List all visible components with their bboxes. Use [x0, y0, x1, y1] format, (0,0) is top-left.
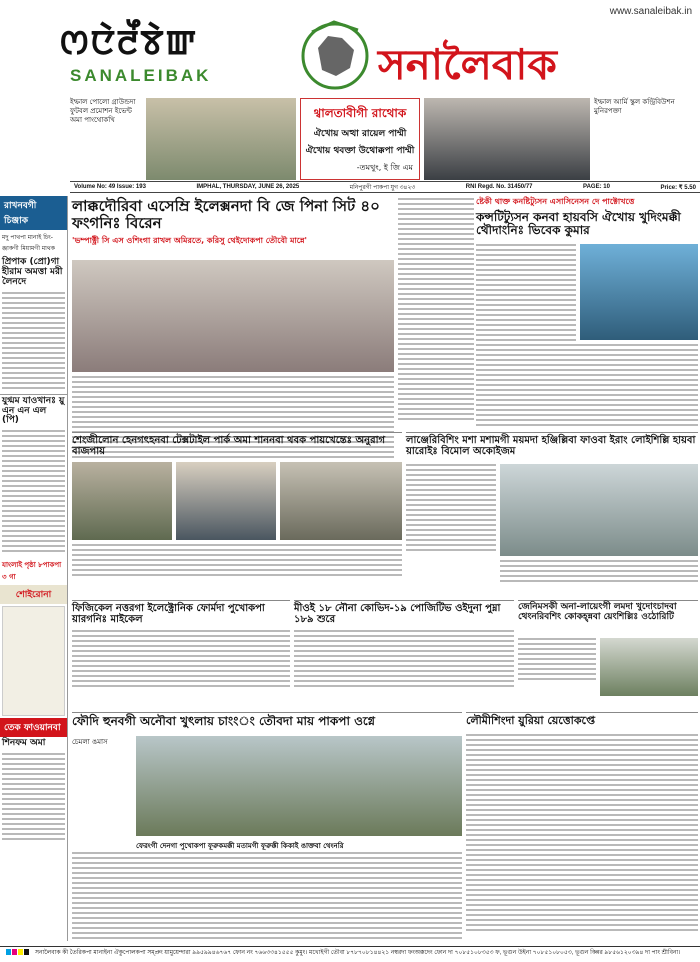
left-section1-sub: মদু পাথপা মানাই চিং-ঞ্জাকগী মিয়ামগী মাথক [2, 234, 55, 252]
textile-body [72, 544, 402, 579]
right-top-body-2 [476, 344, 698, 429]
bottom-body-2 [466, 734, 698, 934]
left-story2-head: যুগ্মম যাওখানঃ য়ু এন এন এল (পি) [0, 394, 67, 429]
left-story2-continued: যাংলাই পৃষ্ঠা ৮পাকপা ৩ গা [2, 561, 62, 582]
covid-headline: মীওই ১৮ নৌনা কোভিদ-১৯ পোজিটিভ ওইদুনা পুম্না ১৮৯ শুরে [294, 603, 501, 625]
cartoon-illustration [2, 606, 65, 716]
site-url[interactable]: www.sanaleibak.in [609, 6, 692, 17]
dateline-bar [70, 181, 700, 193]
top-left-photo [146, 98, 296, 180]
textile-photo-1 [72, 462, 172, 540]
rni-reg: RNI Regd. No. 31450/77 [465, 184, 533, 190]
masthead-logo-english: SANALEIBAK [70, 66, 212, 85]
left-story1-body [0, 290, 67, 394]
top-left-promo [70, 98, 142, 180]
top-center-title: থ্বালতাবীগী রাথোক [313, 106, 407, 120]
health-body [406, 464, 496, 554]
top-right-promo [594, 98, 698, 180]
main-headline: লাক্কদৌরিবা এসেম্রি ইলেক্সনদা বি জে পিনা সিট ৪০ ফংগনিঃ বিরেন [72, 197, 380, 232]
footer-bar [0, 946, 700, 957]
middle-column-text [398, 198, 474, 423]
price: Price: ₹ 5.50 [660, 184, 696, 191]
left-section3-body [0, 751, 67, 845]
census-headline: জেনিমসকী অনা-লায়েংগী লমদা খুদোংচাদবা থেংনরিবশিং কোকহ্ন্নবা য়েংশিল্লিঃ ওঠোরিটি [518, 602, 677, 622]
footer-text: সনালৈবাক কী তৈরিকপা মানাইনা ঐকুপোলকপা সম্প্রুং য়ামুয়েন্দারা ৯৯৫৯৯৪৬৭৬৭ ফোন নং ৭৬৬৩৩৪১৫৫৫ কুমুং। মখোইগী তৌবা ৮৭৮৭০৮১৪৪২১ নম্বরদা ফংঅক্কদেং ফোন দা ৭০৮৫১০৮৩৫৩ ফ, ভূগুন উইনা ৭০৮৫১০৮০৫৩, ভূগুন কিন্নর ৯৮৫৬১২০৩৯৪ দা পাং শ্রীবিনা। [35, 949, 681, 956]
paddy-field-photo [136, 736, 462, 836]
bottom-body-1 [72, 852, 462, 942]
bottom-headline-1: ফৌদি হুনবগী অনৌবা খুৎলায় চাংংং তৌবদা মায় পাকপা ওগ্নে [72, 714, 375, 728]
census-story [518, 600, 698, 623]
main-subhead: 'ভম্পাক্ট্রী সি এস ওশিংগা রাখল অমিরতে, করিসু থেইদোকপা তৌবৌ মান্নে' [72, 236, 308, 245]
right-top-photo [580, 244, 698, 340]
manipur-map-emblem [298, 18, 372, 90]
bottom-headline-2: লৌমীশিংদা য়ুরিয়া য়েত্তোকপ্তে [466, 714, 596, 727]
top-center-box [300, 98, 420, 180]
top-right-promo-text: ইম্ফাল আর্মি স্কুল কন্ট্রিবিউশন মুনিরপক্তা [594, 98, 675, 116]
page-count: PAGE: 10 [583, 184, 610, 190]
health-story [406, 432, 698, 457]
textile-photo-3 [280, 462, 402, 540]
right-top-kicker: ষ্টেকী থাক্ত কনষ্টিট্যুসন এসাসিনেসন দে পাক্টোখত্তে [476, 197, 635, 206]
census-body [518, 638, 596, 683]
textile-photo-2 [176, 462, 276, 540]
top-center-line2: ঐখোয় থবক্তা উথোক্কপা পাম্মী [305, 146, 415, 157]
left-story1-head: প্রিপাক (প্রো)গা হীরাম অমত্তা মরী লৈনদে [2, 257, 63, 287]
top-right-photo [424, 98, 590, 180]
left-section3-title: তেক ফাওয়ানবা [0, 718, 67, 737]
covid-story [294, 600, 514, 625]
left-section1-title: রাখনবগী চিঞ্জাক [0, 196, 67, 230]
right-top-headline: কন্সটিট্যুসন কনবা হায়বসি ঐখোয় খুদিংমক্কী থৌদাংনিঃ ভিবেক কুমার [476, 210, 681, 238]
top-left-promo-text: ইম্ফাল পোলো গ্রাউন্ডদা ফুটবল প্রমোশন ইভেন্ট অমা পাংথোকখি [70, 98, 136, 125]
volume-issue: Volume No: 49 Issue: 193 [74, 184, 146, 190]
masthead-logo-meitei: ꯁꯅꯥꯂꯩꯕꯥꯛ [60, 23, 198, 63]
health-photo [500, 464, 698, 556]
meitei-calendar: মনিপুরগী পাকপা যুগ ৩৪২৩ [349, 184, 416, 191]
health-body-2 [500, 560, 698, 585]
physical-headline: ফিজিকেল নত্তরগা ইলেক্ট্রোনিক ফোর্মদা পুখোকপা য়ারগনিঃ মাইকেল [72, 603, 265, 625]
bottom-story-2 [466, 712, 698, 727]
left-column [0, 196, 68, 941]
textile-story [72, 432, 402, 457]
left-cartoon-title: শোইরোনা [0, 585, 67, 604]
masthead-logo-bengali: সনালৈবাক [378, 40, 557, 89]
bottom-story-1 [72, 712, 462, 728]
main-story [72, 198, 394, 248]
top-center-line1: ঐখোয় অত্থা রায়েল পাম্মী [313, 129, 407, 140]
textile-headline: শেংজীলোন হেনগৎহনবা টেক্সটাইল পার্ক অমা শাননবা থবক পায়খেন্তেঃ অনুরাগ বাজপায় [72, 435, 386, 457]
physical-story [72, 600, 290, 625]
health-headline: লাঞ্জেরিবিশিং মশা মশামগী ময়মদা হঞ্জিল্লিবা ফাওবা ইরাং লোইশিল্লি হায়বা য়ারোইঃ বিমোল অকোইজম [406, 435, 696, 457]
dateline: IMPHAL, THURSDAY, JUNE 26, 2025 [196, 184, 300, 190]
left-story2-body [0, 428, 67, 557]
census-photo [600, 638, 698, 696]
covid-body [294, 630, 514, 690]
bottom-subhead: ফেরংগী দেনগা পুখোকপা ফূরুকমক্কী মতামগী ফূরুক্কী কিকাই ঙাক্তবা থেংনরি [136, 842, 344, 850]
right-top-body [476, 244, 576, 344]
reporter-credit: চেমলা ঙমাস [72, 738, 108, 746]
main-story-photo [72, 260, 394, 372]
color-registration-strip-left [6, 949, 29, 955]
right-top-story [476, 196, 698, 237]
physical-body [72, 630, 290, 690]
top-center-signature: -তমথুং, ই জি এম [356, 163, 413, 173]
left-section3-head: শিনফম অমা [2, 738, 46, 749]
